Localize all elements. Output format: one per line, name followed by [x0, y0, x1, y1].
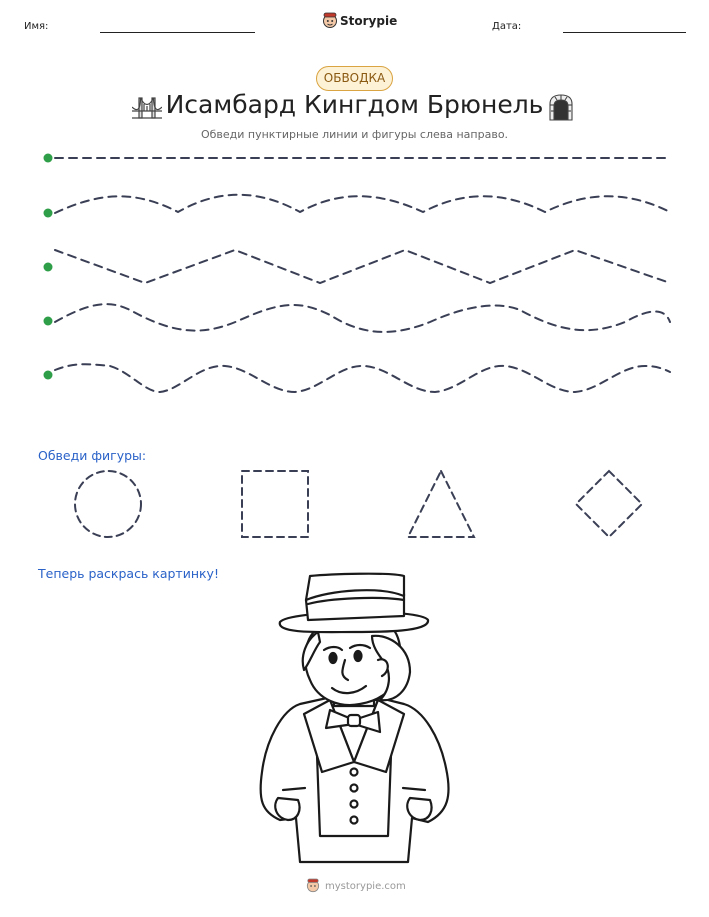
start-dot[interactable] [44, 371, 53, 380]
brand-name: Storypie [340, 14, 398, 28]
brand-logo [322, 12, 398, 32]
name-line[interactable] [100, 32, 255, 33]
tracing-line-zigzag[interactable] [55, 250, 670, 283]
trace-diamond[interactable] [576, 471, 642, 537]
tracing-line-wave-3[interactable] [55, 364, 670, 392]
tracing-line-wave-1[interactable] [55, 195, 670, 213]
footer-url[interactable]: mystorypie.com [325, 881, 406, 892]
tracing-line-wave-2[interactable] [55, 304, 670, 332]
tracing-shapes [0, 460, 709, 545]
coloring-heading: Теперь раскрась картинку! [38, 566, 219, 581]
trace-square[interactable] [242, 471, 308, 537]
shapes-heading: Обведи фигуры: [38, 448, 147, 463]
storypie-logo-icon [322, 12, 338, 30]
instructions: Обведи пунктирные линии и фигуры слева направо. [200, 128, 509, 141]
footer-brand [306, 878, 406, 896]
date-label: Дата: [492, 21, 522, 32]
start-dot[interactable] [44, 154, 53, 163]
brunel-coloring-illustration[interactable] [250, 572, 460, 864]
date-line[interactable] [563, 32, 686, 33]
trace-triangle[interactable] [408, 471, 474, 537]
trace-circle[interactable] [75, 471, 141, 537]
start-dot[interactable] [44, 209, 53, 218]
tracing-lines [0, 140, 709, 400]
activity-badge: ОБВОДКА [316, 66, 393, 91]
start-dot[interactable] [44, 317, 53, 326]
name-label: Имя: [24, 21, 49, 32]
storypie-logo-icon [306, 878, 320, 894]
start-dot[interactable] [44, 263, 53, 272]
page-title: Исамбард Кингдом Брюнель [165, 90, 544, 119]
